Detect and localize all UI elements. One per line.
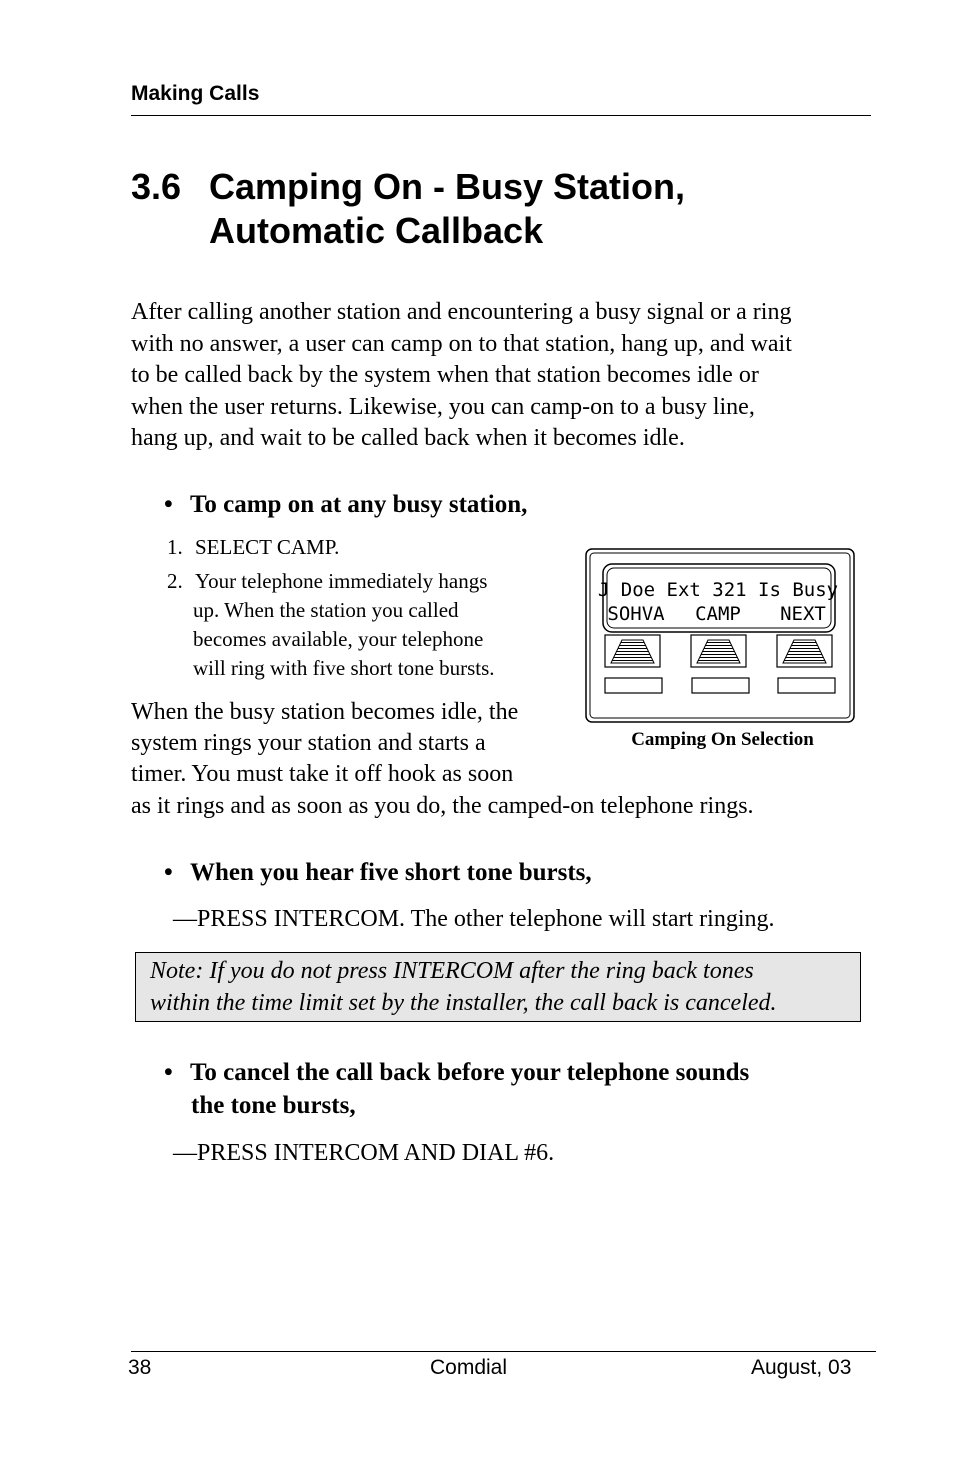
intro-line: to be called back by the system when that station becomes idle or	[131, 362, 759, 388]
page-number: 38	[128, 1356, 152, 1379]
running-header: Making Calls	[131, 82, 260, 105]
intro-line: when the user returns. Likewise, you can camp-on to a busy line,	[131, 393, 755, 420]
bullet-five-bursts	[164, 856, 592, 889]
bullet-camp-text: To camp on at any busy station,	[190, 491, 528, 518]
phone-display-illustration	[585, 548, 855, 723]
intro-line: After calling another station and encountering a busy signal or a ring	[131, 299, 792, 325]
step-2-line: will ring with five short tone bursts.	[193, 656, 495, 680]
lcd-softkey-label: SOHVA	[607, 603, 665, 625]
idle-paragraph-line: When the busy station becomes idle, the	[131, 699, 519, 725]
title-line-1: Camping On - Busy Station,	[209, 166, 686, 207]
softkey-label-strip	[778, 678, 835, 693]
note-text	[150, 955, 777, 1019]
step-2-line: becomes available, your telephone	[193, 627, 484, 651]
idle-paragraph-line: as it rings and as soon as you do, the camped-on telephone rings.	[131, 793, 754, 819]
softkey-3[interactable]	[777, 635, 832, 667]
section-number: 3.6	[131, 166, 182, 207]
footer-date: August, 03	[751, 1356, 852, 1379]
step-1-number: 1.	[167, 535, 183, 559]
softkey-label-strip	[692, 678, 749, 693]
section-title	[131, 165, 685, 253]
lcd-line-1: J Doe Ext 321 Is Busy	[597, 579, 839, 601]
idle-paragraph-line: timer. You must take it off hook as soon	[131, 761, 514, 787]
header-rule	[131, 115, 871, 116]
intro-line: hang up, and wait to be called back when it becomes idle.	[131, 425, 685, 451]
bullet-dot: •	[164, 1059, 173, 1086]
figure-caption: Camping On Selection	[631, 729, 814, 750]
footer-rule	[131, 1351, 876, 1352]
step-2-number: 2.	[167, 569, 183, 593]
phone-display-figure	[585, 548, 855, 723]
step-2	[167, 567, 487, 596]
title-line-2: Automatic Callback	[209, 210, 544, 251]
press-intercom-instruction: —PRESS INTERCOM. The other telephone will start ringing.	[173, 906, 775, 932]
lcd-softkey-label: CAMP	[695, 603, 741, 625]
bullet-dot: •	[164, 859, 173, 886]
softkey-1[interactable]	[605, 635, 660, 667]
step-1	[167, 533, 339, 562]
footer-publisher: Comdial	[430, 1356, 508, 1379]
bullet-camp	[164, 488, 527, 521]
note-line: within the time limit set by the installer, the call back is canceled.	[150, 990, 777, 1016]
step-2-line: up. When the station you called	[193, 598, 459, 622]
step-1-text: SELECT CAMP.	[195, 535, 340, 559]
intro-line: with no answer, a user can camp on to that station, hang up, and wait	[131, 330, 792, 357]
note-line: Note: If you do not press INTERCOM after the ring back tones	[150, 958, 754, 984]
bullet-cancel-line-2: the tone bursts,	[191, 1092, 356, 1119]
softkey-2[interactable]	[691, 635, 746, 667]
note-box	[135, 952, 861, 1022]
intro-paragraph	[131, 297, 871, 455]
step-2-line: Your telephone immediately hangs	[195, 569, 488, 593]
softkey-label-strip	[605, 678, 662, 693]
bullet-five-bursts-text: When you hear five short tone bursts,	[190, 859, 592, 886]
bullet-dot: •	[164, 491, 173, 518]
bullet-cancel	[164, 1056, 749, 1122]
idle-paragraph-line: system rings your station and starts a	[131, 730, 486, 756]
press-cancel-instruction: —PRESS INTERCOM AND DIAL #6.	[173, 1140, 555, 1166]
bullet-cancel-line-1: To cancel the call back before your telephone sounds	[190, 1059, 750, 1086]
lcd-softkey-label: NEXT	[780, 603, 826, 625]
